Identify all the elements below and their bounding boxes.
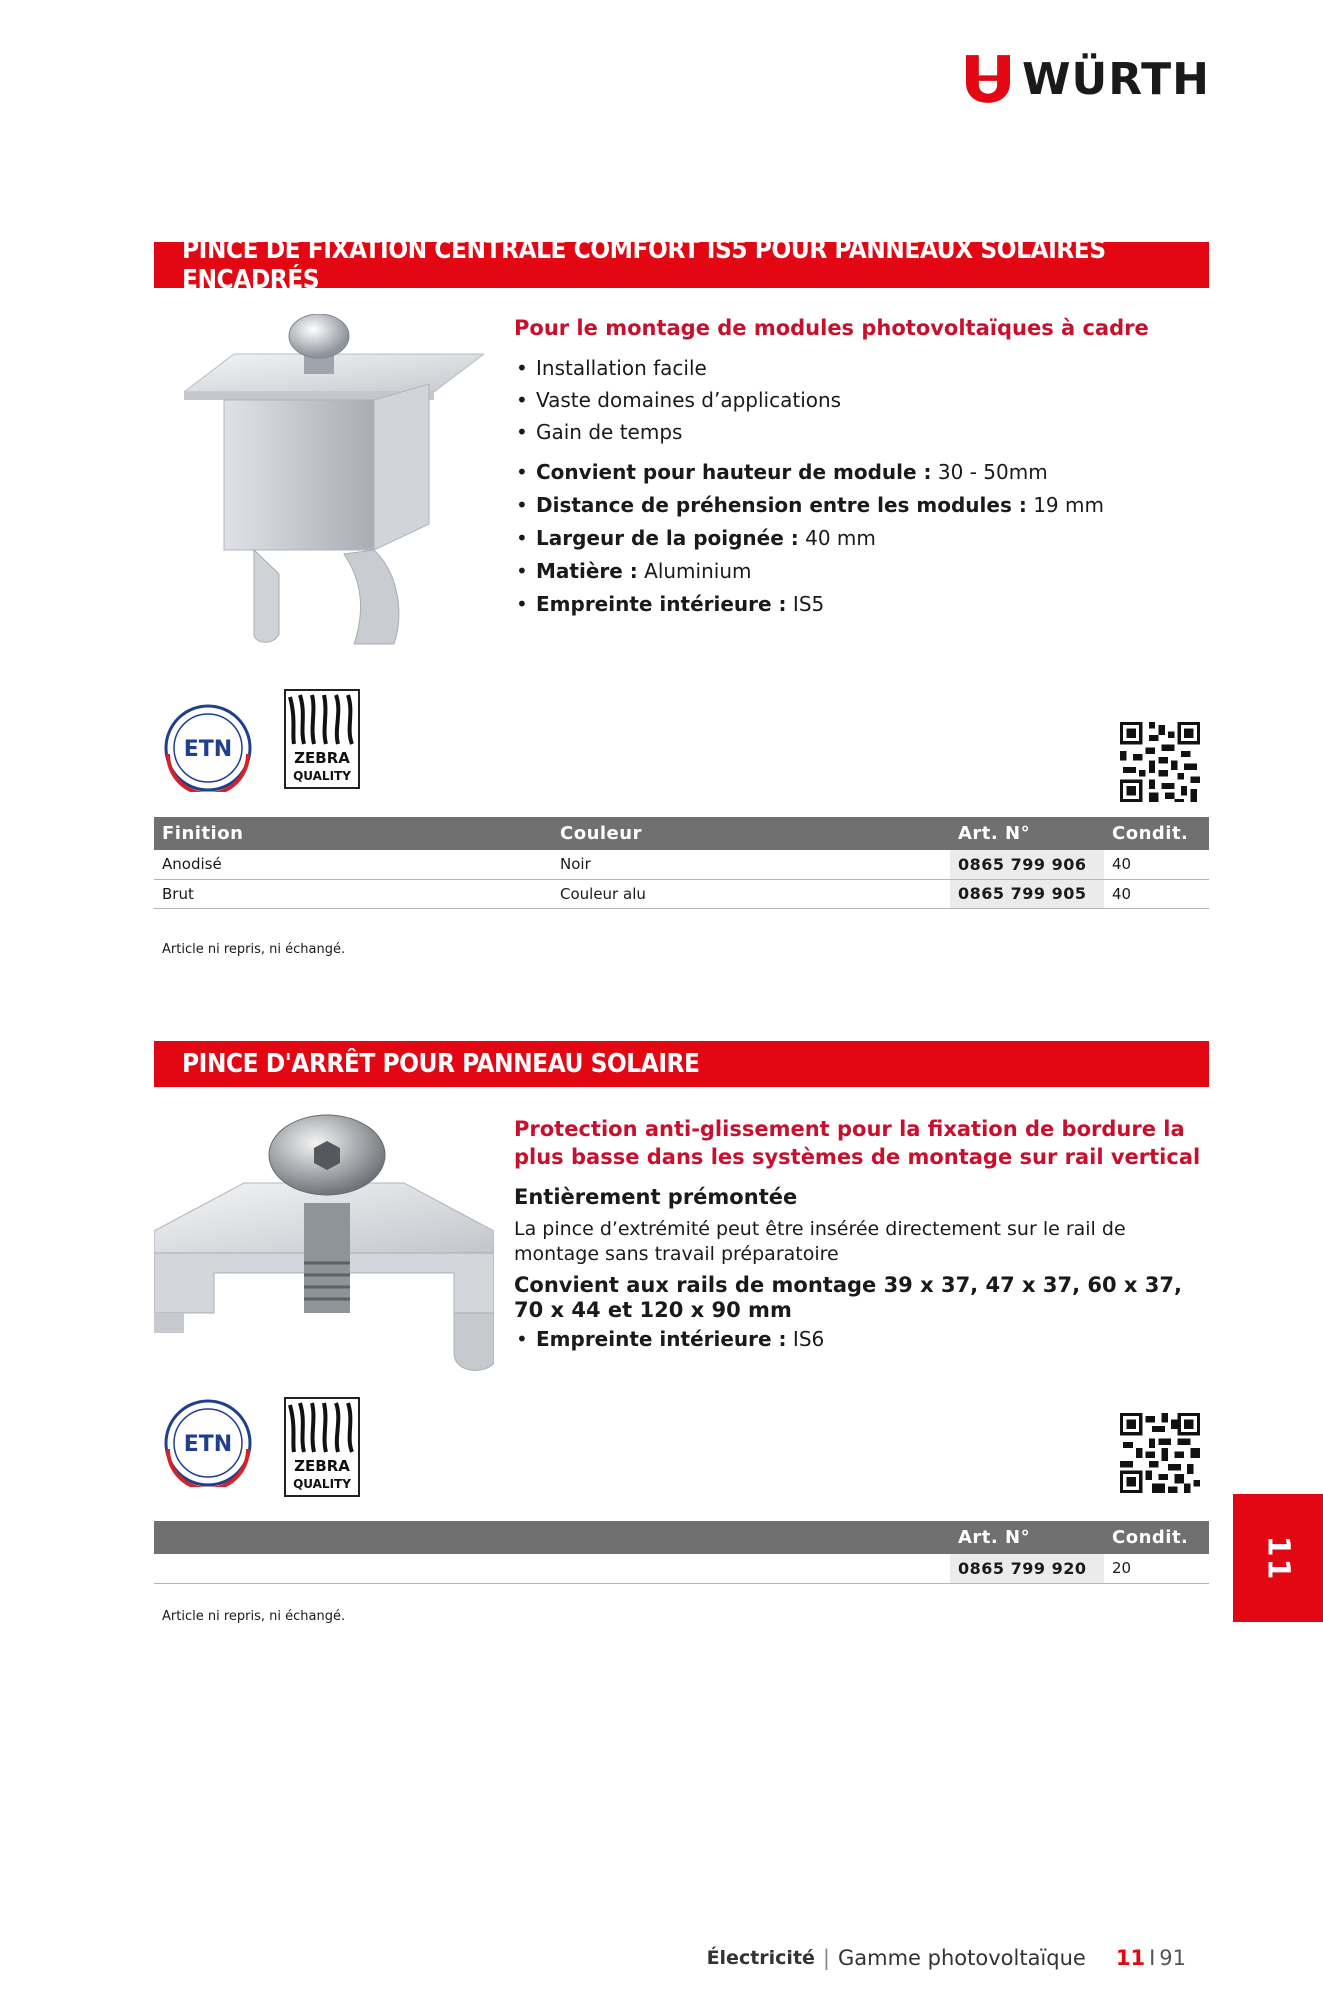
feature-item: • Gain de temps [514,416,1209,448]
quality-text: QUALITY [293,769,351,783]
spec-label: Largeur de la poignée : [536,526,799,550]
footer-category: Électricité [706,1947,815,1969]
cell-finition: Brut [154,879,552,908]
end-clamp-photo [154,1113,494,1373]
cell-condit: 40 [1104,850,1209,879]
cell-art-no: 0865 799 920 [950,1554,1104,1583]
wurth-logo-icon [966,53,1010,105]
spec-item [514,1323,1209,1356]
product-2-rail-compat: Convient aux rails de montage 39 x 37, 47 x 37, 60 x 37, 70 x 44 et 120 x 90 mm [514,1273,1182,1322]
spec-value: 19 mm [1026,493,1104,517]
product-section-1 [154,235,1209,957]
zebra-quality-badge [284,689,360,789]
product-2-description [514,1115,1209,1356]
spec-label: Distance de préhension entre les modules : [536,493,1027,517]
table-row [154,879,1209,908]
product-1-specs [514,456,1209,621]
zebra-quality-badge [284,1397,360,1497]
cell-condit: 40 [1104,879,1209,908]
qr-code-icon[interactable] [1120,1413,1200,1493]
footer-section: Gamme photovoltaïque [838,1946,1086,1970]
footer-page-separator: I [1149,1946,1156,1970]
etn-text: ETN [183,737,233,762]
chapter-number: 11 [1260,1535,1296,1581]
spec-item [514,588,1209,621]
cell-finition: Anodisé [154,850,552,879]
center-clamp-photo [184,314,484,654]
product-2-specs [514,1323,1209,1356]
spec-item [514,456,1209,489]
spec-value: IS5 [786,592,825,616]
cell-empty [552,1554,950,1583]
product-1-article-table [154,817,1209,909]
table-header-row [154,1521,1209,1554]
etn-text: ETN [183,1432,233,1457]
product-section-2 [154,1041,1209,1624]
product-1-subtitle: Pour le montage de modules photovoltaïques à cadre [514,316,1149,340]
product-2-paragraph: La pince d’extrémité peut être insérée directement sur le rail de montage sans travail préparatoire [514,1218,1126,1265]
quality-text: QUALITY [293,1477,351,1491]
zebra-text: ZEBRA [294,749,350,767]
spec-item [514,489,1209,522]
feature-item: • Installation facile [514,352,1209,384]
cell-art-no: 0865 799 905 [950,879,1104,908]
wurth-logo [966,52,1210,106]
brand-name: WÜRTH [1021,53,1210,105]
product-2-banner: PINCE D'ARRÊT POUR PANNEAU SOLAIRE [154,1041,1209,1087]
cell-condit: 20 [1104,1554,1209,1583]
footer-page-total: 91 [1159,1946,1186,1970]
page-footer [707,1946,1186,1970]
spec-value: Aluminium [637,559,752,583]
product-2-article-table [154,1521,1209,1584]
col-finition: Finition [154,817,552,850]
footer-page: 11 [1115,1946,1146,1970]
etn-badge [164,704,252,792]
spec-item [514,522,1209,555]
product-1-description [514,314,1209,621]
product-1-banner: PINCE DE FIXATION CENTRALE COMFORT IS5 POUR PANNEAUX SOLAIRES ENCADRÉS [154,242,1209,288]
cell-couleur: Couleur alu [552,879,950,908]
cell-couleur: Noir [552,850,950,879]
spec-label: Empreinte intérieure : [536,592,787,616]
table-header-row [154,817,1209,850]
table-row [154,850,1209,879]
zebra-text: ZEBRA [294,1457,350,1475]
spec-label: Empreinte intérieure : [536,1327,787,1351]
col-couleur: Couleur [552,817,950,850]
col-condit: Condit. [1104,1521,1209,1554]
product-2-note: Article ni repris, ni échangé. [162,1609,346,1624]
product-2-subtitle: Protection anti-glissement pour la fixation de bordure la plus basse dans les systèmes de montage sur rail vertical [514,1117,1201,1169]
spec-value: 40 mm [798,526,876,550]
spec-label: Convient pour hauteur de module : [536,460,932,484]
table-row [154,1554,1209,1583]
col-empty [552,1521,950,1554]
product-2-subhead: Entièrement prémontée [514,1185,798,1209]
col-empty [154,1521,552,1554]
product-1-note: Article ni repris, ni échangé. [162,942,346,957]
cell-art-no: 0865 799 906 [950,850,1104,879]
spec-item [514,555,1209,588]
chapter-tab[interactable] [1233,1494,1323,1622]
product-1-features [514,352,1209,448]
feature-item: • Vaste domaines d’applications [514,384,1209,416]
spec-value: 30 - 50mm [931,460,1048,484]
col-condit: Condit. [1104,817,1209,850]
spec-value: IS6 [786,1327,825,1351]
col-art-no: Art. N° [950,1521,1104,1554]
col-art-no: Art. N° [950,817,1104,850]
spec-label: Matière : [536,559,638,583]
cell-empty [154,1554,552,1583]
qr-code-icon[interactable] [1120,722,1200,802]
etn-badge [164,1399,252,1487]
footer-separator: | [822,1946,830,1970]
